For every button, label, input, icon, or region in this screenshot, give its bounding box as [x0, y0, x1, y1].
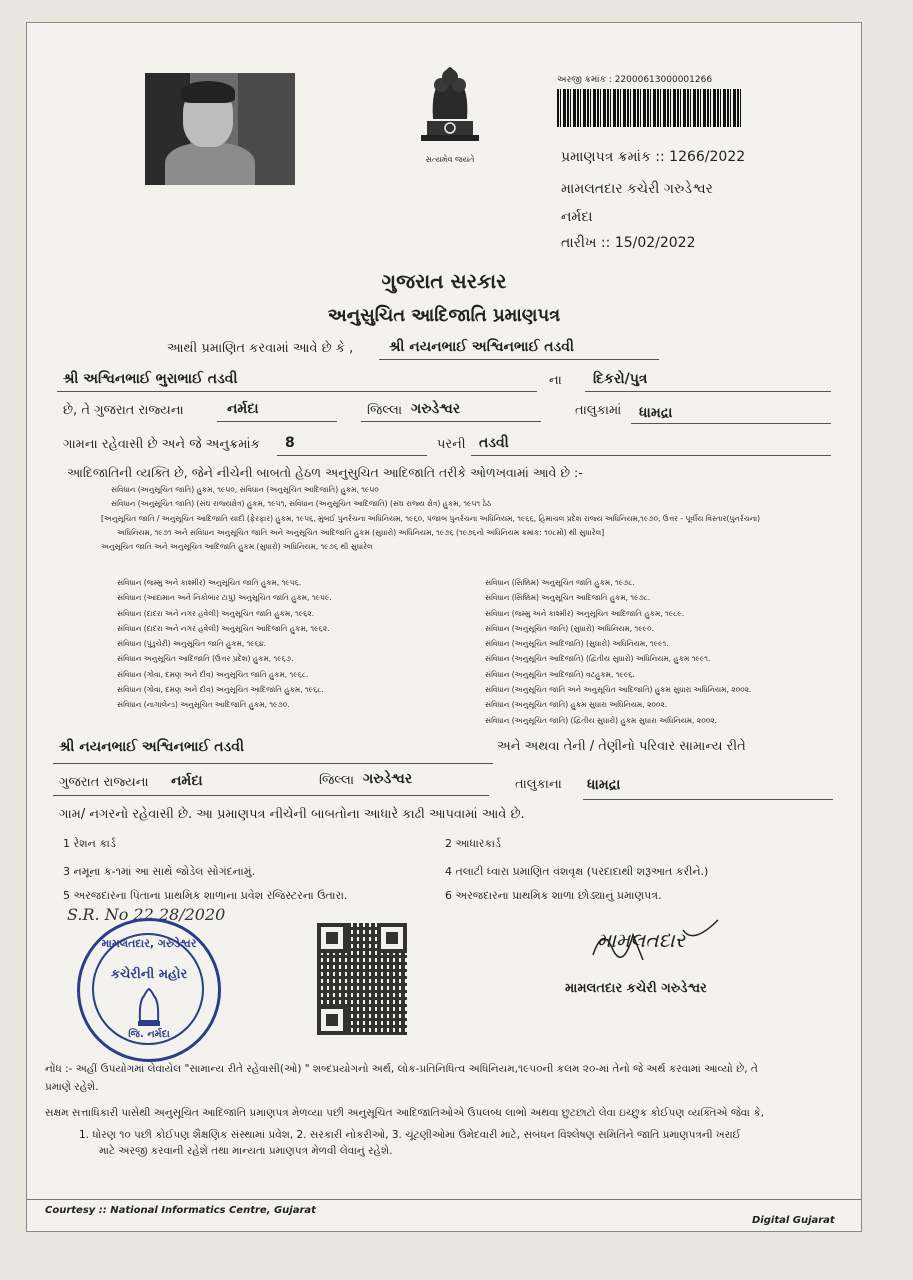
relation-label: ના — [549, 373, 562, 388]
village-value: ધામદ્રા — [639, 405, 673, 421]
signature: મામલતદાર — [597, 928, 685, 952]
list-item: સંવિધાન (ગોવા, દમણ અને દીવ) અનુસૂચિત આદિજાતિ હુકમ, ૧૯૬૮. — [117, 685, 324, 695]
list-item: સંવિધાન (અનુસૂચિત જાતિ) (દ્વિતીય સુધારો) હુકમ સુધારા અધિનિયમ, ૨૦૦૨. — [485, 715, 718, 725]
list-item: સંવિધાન (ગોવા, દમણ અને દીવ) અનુસૂચિત જાતિ હુકમ, ૧૯૬૮. — [117, 669, 309, 679]
relation-value: દિકરો/પુત્ર — [593, 371, 648, 387]
state-label: છે, તે ગુજરાત રાજ્યના — [63, 403, 184, 418]
resident-label: ગામના રહેવાસી છે અને જે અનુક્રમાંક — [63, 437, 260, 452]
note-1b: પ્રમાણે રહેશે. — [45, 1081, 99, 1093]
taluka-value: ગરુડેશ્વર — [411, 401, 461, 417]
office-name: મામલતદાર કચેરી ગરુડેશ્વર — [561, 181, 713, 197]
orders-left-list — [117, 575, 447, 713]
document-item: 2 આધારકાર્ડ — [445, 837, 501, 850]
list-item: સંવિધાન (અનુસૂચિત જાતિ અને અનુસૂચિત આદિજાતિ) હુકમ સુધારા અધિનિયમ, ૨૦૦૨. — [485, 685, 752, 695]
handwritten-serial: S.R. No 22 28/2020 — [67, 905, 226, 924]
district-name: નર્મદા — [561, 209, 593, 225]
certificate-number: પ્રમાણપત્ર ક્રમાંક :: 1266/2022 — [561, 149, 746, 165]
order-line: [અનુસૂચિત જાતિ / અનુસૂચિત આદિજાતિ યાદી (ફેરફાર) હુકમ, ૧૯૫૬, મુંબઈ પુનર્રચના અધિનિયમ, ૧૯૬૦, પંજાબ પુનર્રચના અધિનિયમ, ૧૯૬૬, હિમાચલ પ્રદેશ રાજ્ય અધિનિયમ,૧૯૭૦, ઉત્તર - પૂર્વીય વિસ્તાર(પુનર્રચના) — [101, 513, 761, 523]
taluka2-label: તાલુકાના — [515, 777, 562, 792]
order-line: અનુસૂચિત જાતિ અને અનુસૂચિત આદિજાતિ હુકમ (સુધારો) અધિનિયમ, ૧૯૭૬ થી સુધારેલ — [101, 542, 373, 551]
list-item: સંવિધાન (આંદામાન અને નિકોબાર ટાપુ) અનુસૂચિત જાતિ હુકમ, ૧૯૫૯. — [117, 593, 332, 603]
issue-date: તારીખ :: 15/02/2022 — [561, 235, 696, 251]
applicant-name-2: શ્રી નયનભાઈ અશ્વિનભાઈ તડવી — [59, 739, 244, 755]
certify-text: આથી પ્રમાણિત કરવામાં આવે છે કે , — [167, 341, 354, 356]
list-item: સંવિધાન (અનુસૂચિત આદિજાતિ) વટહુકમ, ૧૯૯૬. — [485, 669, 635, 679]
caste-value: તડવી — [479, 435, 509, 451]
list-item: સંવિધાન (પુંડુચેરી) અનુસૂચિત જાતિ હુકમ, ૧૯૬૪. — [117, 639, 266, 649]
list-item: સંવિધાન (અનુસૂચિત જાતિ) (સુધારો) અધિનિયમ, ૧૯૯૦. — [485, 623, 655, 633]
list-item: સંવિધાન (અનુસૂચિત જાતિ) હુકમ સુધારા અધિનિયમ, ૨૦૦૨. — [485, 700, 668, 710]
national-emblem-icon — [415, 59, 485, 165]
document-item: 4 તલાટી ધ્વારા પ્રમાણિત વંશવૃક્ષ (પરદાદાથી શરૂઆત કરીને.) — [445, 865, 709, 878]
taluka2-value: ગરુડેશ્વર — [363, 771, 413, 787]
list-item: સંવિધાન (દાદરા અને નગર હવેલી) અનુસૂચિત આદિજાતિ હુકમ, ૧૯૬૨. — [117, 623, 330, 633]
certificate-title: અનુસુચિત આદિજાતિ પ્રમાણપત્ર — [327, 305, 561, 326]
order-line: અધિનિયમ, ૧૯૭૧ અને સંવિધાન અનુસૂચિત જાતિ અને અનુસૂચિત આદિજાતિ હુકમ (સુધારો) અધિનિયમ, ૧૯૭૬ (૧૯૭૬નો અધિનિયમ ક્રમાંક: ૧૦૮મો) થી સુધારેલ] — [117, 527, 605, 537]
office-stamp — [77, 918, 221, 1062]
qr-code — [317, 923, 407, 1035]
list-item: સંવિધાન અનુસૂચિત આદિજાતિ (ઉત્તર પ્રદેશ) હુકમ, ૧૯૬૭. — [117, 654, 294, 664]
taluka-label: તાલુકામાં — [575, 403, 622, 418]
document-item: 6 અરજદારના પ્રાથમિક શાળા છોડ્યાનું પ્રમાણપત્ર. — [445, 889, 662, 902]
order-line: સંવિધાન (અનુસૂચિત જાતિ) (સંઘ રાજ્યક્ષેત્ર) હુકમ, ૧૯૫૧, સંવિધાન (અનુસૂચિત આદિજાતિ) (સંઘ રાજ્ય ક્ષેત્ર) હુકમ, ૧૯૫૧ ઠેઠ — [111, 499, 492, 509]
orders-right-list — [485, 575, 845, 728]
document-item: 3 નમૂના ક-૧માં આ સાથે જોડેલ સોગંદનામું. — [63, 865, 255, 878]
note-3: 1. ધોરણ ૧૦ પછી કોઈપણ શૈક્ષણિક સંસ્થામાં પ્રવેશ, 2. સરકારી નોકરીઓ, 3. ચૂંટણીઓમાં ઉમેદવારી માટે, સંબંધન વિશ્લેષણ સમિતિને જાતિ પ્રમાણપત્રની ખરાઈ — [79, 1129, 741, 1141]
district2-label: જિલ્લા — [319, 773, 355, 788]
stamp-middle-text: કચેરીની મહોર — [110, 967, 188, 982]
serial-number: 8 — [285, 435, 295, 451]
list-item: સંવિધાન (અનુસૂચિત આદિજાતિ) (દ્વિતીય સુધારો) અધિનિયમ, હુકમ ૧૯૯૧. — [485, 654, 711, 664]
note-4: માટે અરજી કરવાની રહેશે તથા માન્યતા પ્રમાણપત્ર મેળવી લેવાનું રહેશે. — [99, 1145, 393, 1157]
application-number: અરજી ક્રમાંક : 22000613000001266 — [557, 75, 713, 85]
signature-scribble-icon — [583, 915, 723, 975]
barcode — [557, 89, 741, 127]
family-text: અને અથવા તેની / તેણીનો પરિવાર સામાન્ય રીતે — [497, 739, 746, 754]
applicant-photo — [145, 73, 295, 185]
list-item: સંવિધાન (દાદરા અને નગર હવેલી) અનુસૂચિત જાતિ હુકમ, ૧૯૬૨. — [117, 608, 315, 618]
list-item: સંવિધાન (જમ્મુ અને કાશ્મીર) અનુસૂચિત આદિજાતિ હુકમ, ૧૯૮૯. — [485, 608, 685, 618]
list-item: સંવિધાન (સિક્કિમ) અનુસૂચિત જાતિ હુકમ, ૧૯૭૮. — [485, 578, 635, 587]
emblem-motto: સત્યમેવ જયતે — [425, 155, 475, 164]
certificate-page — [26, 22, 862, 1232]
list-item: સંવિધાન (સિક્કિમ) અનુસૂચિત આદિજાતિ હુકમ, ૧૯૭૮. — [485, 593, 651, 603]
district-label: જિલ્લા — [367, 403, 403, 418]
state2-label: ગુજરાત રાજ્યના — [59, 775, 149, 790]
stamp-bottom-text: જિ. નર્મદા — [128, 1029, 170, 1040]
stamp-emblem-icon — [134, 987, 164, 1027]
tribe-line: આદિજાતિની વ્યક્તિ છે, જેને નીચેની બાબતો હેઠળ અનુસુચિત આદિજાતિ તરીકે ઓળખવામાં આવે છે :- — [67, 465, 583, 480]
note-2: સક્ષમ સત્તાધિકારી પાસેથી અનુસૂચિત આદિજાતિ પ્રમાણપત્ર મેળવ્યા પછી અનુસૂચિત આદિજાતિઓએ ઉપલબ્ધ લાભો અથવા છુટછાટો લેવા ઇચ્છુક કોઈપણ વ્યક્તિએ જેવા કે, — [45, 1107, 764, 1119]
district2-value: નર્મદા — [171, 773, 203, 789]
village2-value: ધામદ્રા — [587, 777, 621, 793]
document-item: 5 અરજદારના પિતાના પ્રાથમિક શાળાના પ્રવેશ રજિસ્ટરના ઉતારા. — [63, 889, 348, 902]
father-name: શ્રી અશ્વિનભાઈ ભુરાભાઈ તડવી — [63, 371, 238, 387]
signatory-office: મામલતદાર કચેરી ગરુડેશ્વર — [565, 981, 707, 996]
list-item: સંવિધાન (નાગાલેન્ડ) અનુસૂચિત આદિજાતિ હુકમ, ૧૯૭૦. — [117, 700, 290, 710]
stamp-top-text: મામલતદાર, ગરુડેશ્વર — [101, 937, 197, 950]
order-line: સંવિધાન (અનુસૂચિત જાતિ) હુકમ, ૧૯૫૦, સંવિધાન (અનુસૂચિત આદિજાતિ) હુકમ, ૧૯૫૦ — [111, 485, 379, 494]
document-item: 1 રેશન કાર્ડ — [63, 837, 116, 850]
basis-text: ગામ/ નગરનો રહેવાસી છે. આ પ્રમાણપત્ર નીચેની બાબતોના આધારે કાઢી આપવામાં આવે છે. — [59, 807, 525, 822]
digital-gujarat-text: Digital Gujarat — [752, 1215, 835, 1226]
applicant-name: શ્રી નયનભાઈ અશ્વિનભાઈ તડવી — [389, 339, 574, 355]
caste-label: પરની — [437, 437, 466, 452]
government-title: ગુજરાત સરકાર — [381, 269, 507, 293]
list-item: સંવિધાન (અનુસૂચિત આદિજાતિ) (સુધારો) અધિનિયમ, ૧૯૯૧. — [485, 639, 669, 649]
list-item: સંવિધાન (જમ્મુ અને કાશ્મીર) અનુસૂચિત જાતિ હુકમ, ૧૯૫૬. — [117, 578, 302, 587]
district-value: નર્મદા — [227, 401, 259, 417]
courtesy-text: Courtesy :: National Informatics Centre, Gujarat — [45, 1205, 316, 1216]
note-1: નોંધ :- અહીં ઉપયોગમાં લેવાયેલ "સામાન્ય રીતે રહેવાસી(ઓ) " શબ્દપ્રયોગનો અર્થ, લોક-પ્રતિનિધિત્વ અધિનિયમ,૧૯૫૦ની કલમ ૨૦-માં તેનો જે અર્થ કરવામાં આવ્યો છે, તે — [45, 1063, 758, 1075]
